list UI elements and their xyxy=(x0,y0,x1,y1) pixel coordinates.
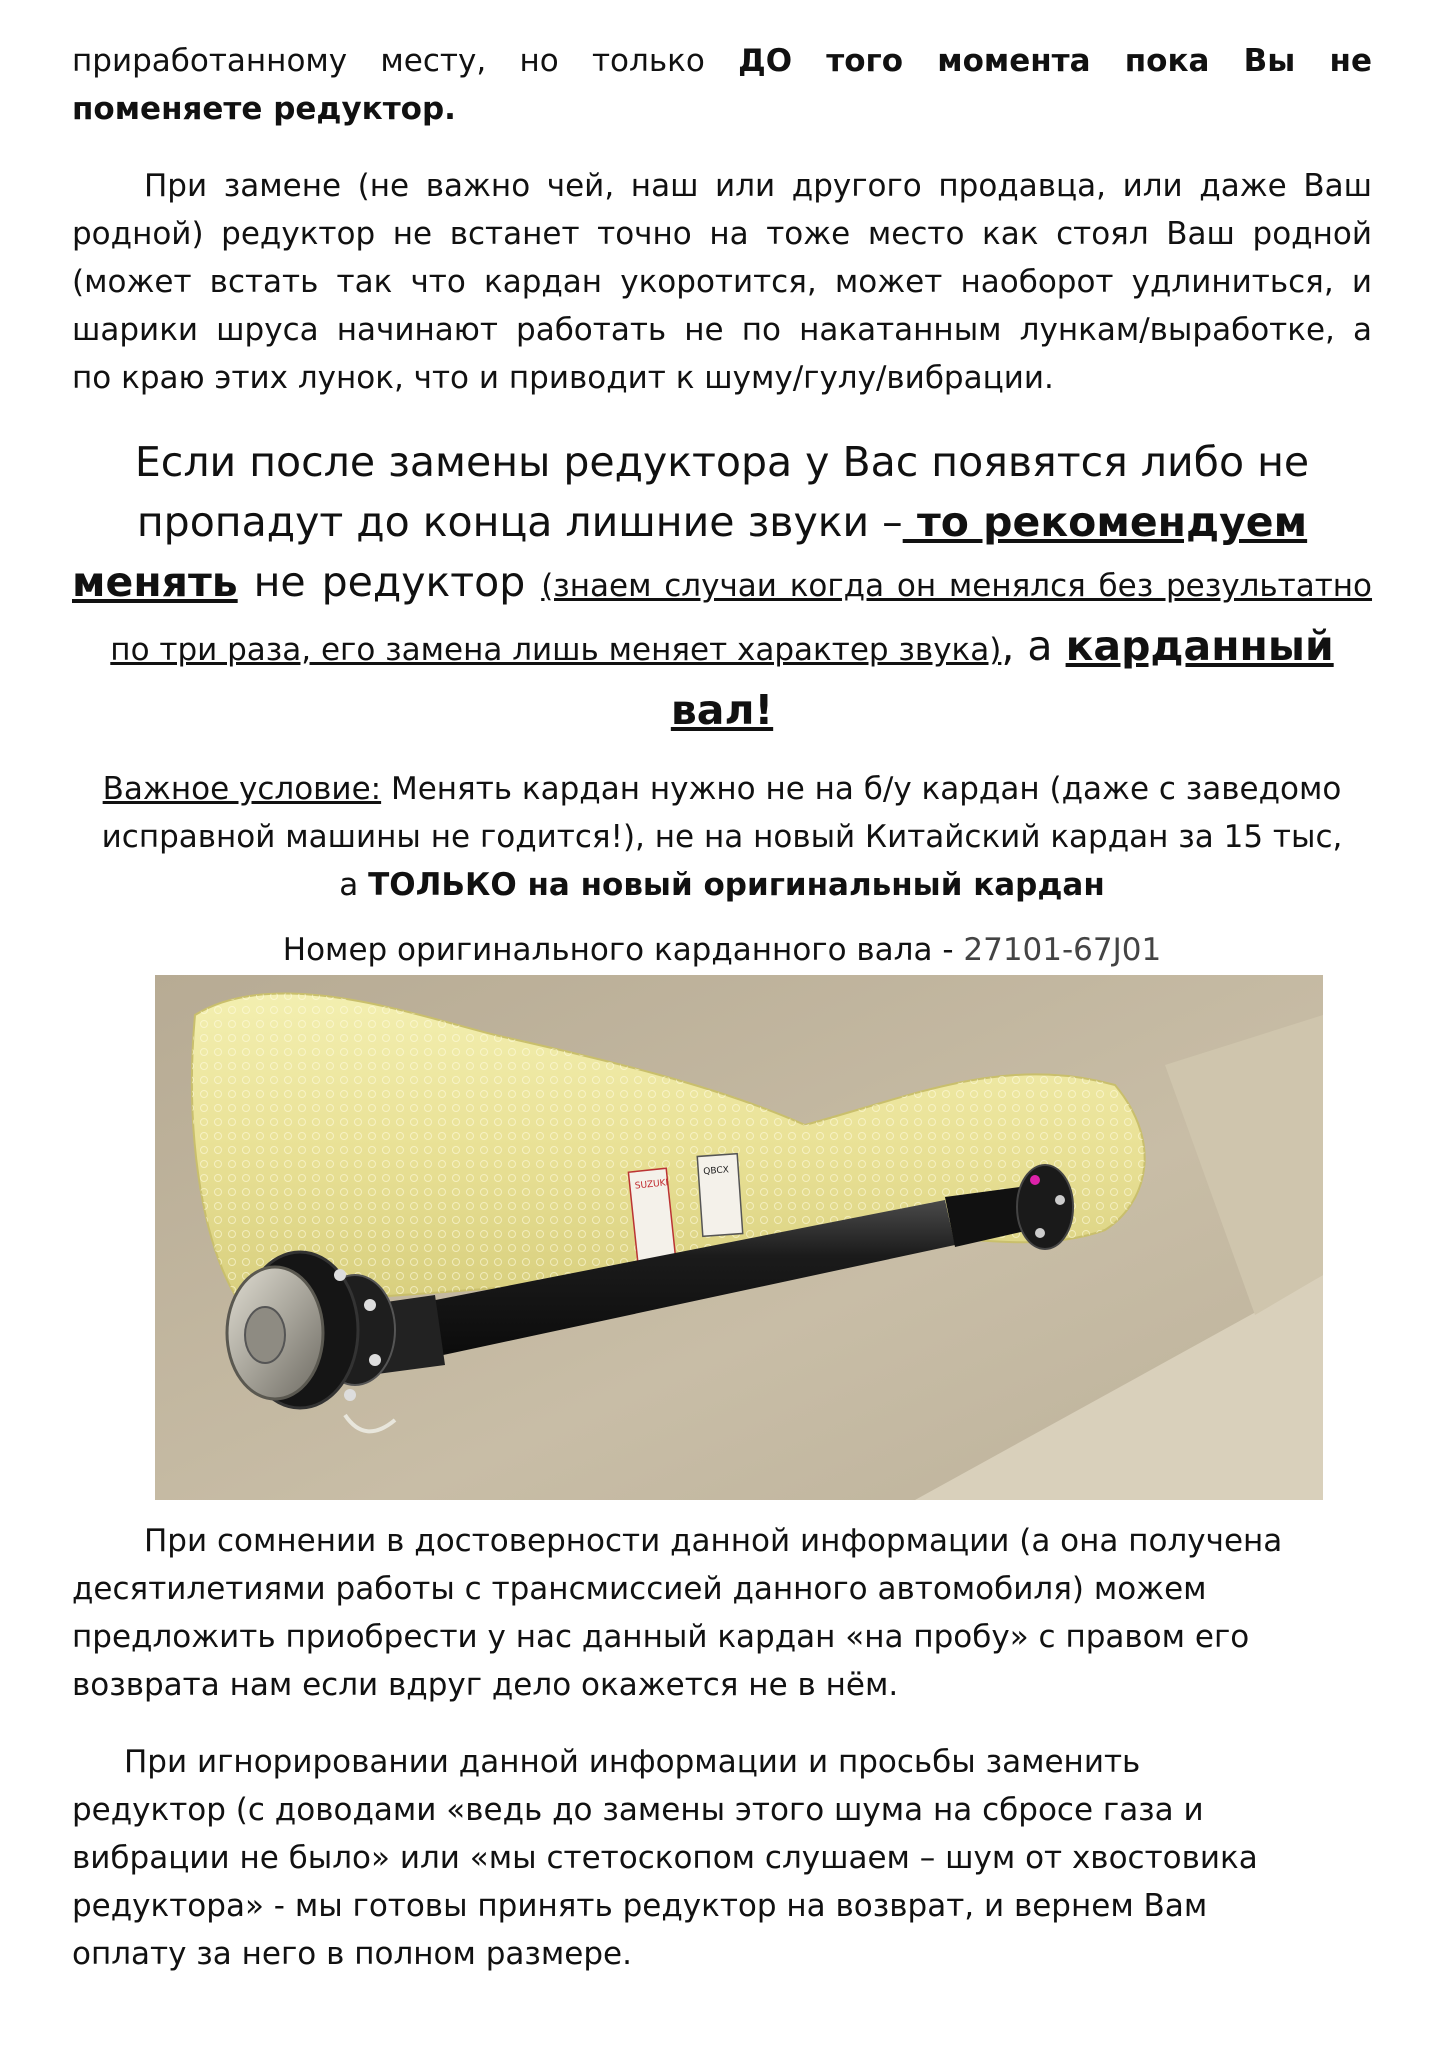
para2-line3: (может встать так что кардан укоротится, может наоборот удлиниться, и xyxy=(72,264,1372,300)
front-bolt-2 xyxy=(364,1299,376,1311)
part-number-label: Номер оригинального карданного вала - xyxy=(282,932,964,968)
front-bolt-1 xyxy=(334,1269,346,1281)
highlight-line5 xyxy=(72,680,1372,740)
rear-flange xyxy=(1017,1165,1073,1249)
front-bolt-3 xyxy=(369,1354,381,1366)
para1-line2 xyxy=(72,86,1372,132)
condition-text-2: а xyxy=(339,867,369,903)
label-tag-2-text: QBCX xyxy=(703,1165,730,1178)
drive-shaft-photo xyxy=(155,975,1323,1500)
para2-line4: шарики шруса начинают работать не по накатанным лункам/выработке, а xyxy=(72,312,1372,348)
para4-line2: редуктор (с доводами «ведь до замены этого шума на сбросе газа и xyxy=(72,1792,1204,1828)
part-number-line xyxy=(72,927,1372,973)
label-tag-1-text: SUZUKI xyxy=(634,1178,669,1192)
highlight-line4 xyxy=(72,616,1372,680)
highlight-line1: Если после замены редуктора у Вас появятся либо не xyxy=(134,438,1310,486)
para4-line3: вибрации не было» или «мы стетоскопом слушаем – шум от хвостовика xyxy=(72,1840,1258,1876)
para1-line1 xyxy=(72,38,1372,84)
para4-line4: редуктора» - мы готовы принять редуктор на возврат, и вернем Вам xyxy=(72,1888,1208,1924)
highlight-line2 xyxy=(72,492,1372,552)
part-number-value: 27101-67J01 xyxy=(963,932,1162,968)
drive-shaft-illustration xyxy=(155,975,1323,1500)
highlight-bold-3: карданный xyxy=(1065,622,1334,670)
highlight-note: (знаем случаи когда он менялся без результатно xyxy=(541,568,1373,604)
highlight-text-3: , а xyxy=(1001,622,1066,670)
highlight-bold-2: менять xyxy=(72,558,238,606)
highlight-bold-4: вал! xyxy=(670,686,774,734)
para1-bold: ДО того момента пока Вы не xyxy=(738,43,1372,79)
highlight-line3 xyxy=(72,552,1372,616)
para1-bold-2: поменяете редуктор. xyxy=(72,91,456,127)
rear-bolt-3 xyxy=(1035,1228,1045,1238)
highlight-note-2: по три раза, его замена лишь меняет характер звука) xyxy=(110,632,1002,668)
para3-line4: возврата нам если вдруг дело окажется не в нём. xyxy=(72,1667,899,1703)
condition-line3 xyxy=(72,862,1372,908)
para3-line3: предложить приобрести у нас данный кардан «на пробу» с правом его xyxy=(72,1619,1250,1655)
para2-line5: по краю этих лунок, что и приводит к шуму/гулу/вибрации. xyxy=(72,360,1054,396)
highlight-block xyxy=(72,432,1372,740)
condition-label: Важное условие: xyxy=(102,771,382,807)
rear-bolt-2 xyxy=(1055,1195,1065,1205)
highlight-bold: то рекомендуем xyxy=(902,498,1308,546)
para1-text: приработанному месту, но только xyxy=(72,43,739,79)
para3-line2: десятилетиями работы с трансмиссией данного автомобиля) можем xyxy=(72,1571,1207,1607)
para3-line1: При сомнении в достоверности данной информации (а она получена xyxy=(144,1523,1283,1559)
para2-line2: родной) редуктор не встанет точно на тоже место как стоял Ваш родной xyxy=(72,216,1372,252)
front-bolt-4 xyxy=(344,1389,356,1401)
condition-line1 xyxy=(72,766,1372,812)
condition-bold: ТОЛЬКО на новый оригинальный кардан xyxy=(368,867,1105,903)
condition-line2: исправной машины не годится!), не на новый Китайский кардан за 15 тыс, xyxy=(101,819,1343,855)
para2-line1: При замене (не важно чей, наш или другого продавца, или даже Ваш xyxy=(144,168,1372,204)
highlight-text-2: не редуктор xyxy=(237,558,542,606)
para4-line1: При игнорировании данной информации и просьбы заменить xyxy=(124,1744,1141,1780)
highlight-text: пропадут до конца лишние звуки – xyxy=(136,498,903,546)
rear-bolt-1 xyxy=(1030,1175,1040,1185)
para4-line5: оплату за него в полном размере. xyxy=(72,1936,632,1972)
flange-center xyxy=(245,1307,285,1363)
condition-text: Менять кардан нужно не на б/у кардан (даже с заведомо xyxy=(381,771,1342,807)
